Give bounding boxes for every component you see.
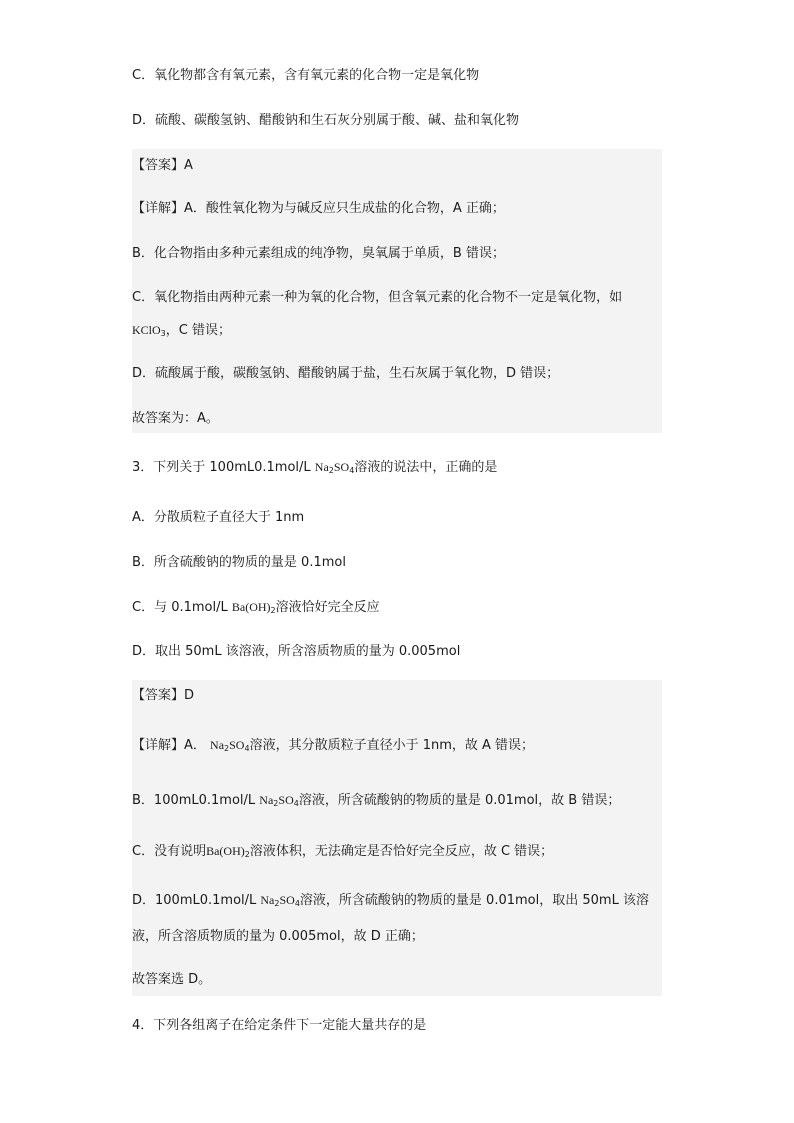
q2-option-d: D．硫酸、碳酸氢钠、醋酸钠和生石灰分别属于酸、碱、盐和氧化物	[132, 113, 520, 128]
kclo3-formula: KClO	[132, 323, 161, 337]
q3-option-d: D．取出 50mL 该溶液，所含溶质物质的量为 0.005mol	[132, 644, 461, 659]
q3-stem: 3．下列关于 100mL0.1mol/L $Na_2SO_4$溶液的说法中，正确的是	[132, 460, 498, 475]
q4-stem: 4．下列各组离子在给定条件下一定能大量共存的是	[132, 1018, 427, 1033]
conclusion: 故答案选 D。	[132, 972, 212, 987]
detail-b: B．100mL0.1mol/L $Na_2SO_4$溶液，所含硫酸钠的物质的量是 0.01mol，故 B 错误；	[132, 793, 621, 808]
detail-a: 【详解】A． $Na_2SO_4$溶液，其分散质粒子直径小于 1nm，故 A 错误；	[132, 738, 535, 753]
detail-d-line1: D．100mL0.1mol/L $Na_2SO_4$溶液，所含硫酸钠的物质的量是 0.01mol，取出 50mL 该溶	[132, 893, 649, 908]
q3-option-b: B．所含硫酸钠的物质的量是 0.1mol	[132, 555, 346, 570]
answer-block-3	[132, 680, 662, 996]
answer-block-2	[132, 149, 662, 433]
detail-c-line2: KClO$_3$，C 错误；	[132, 323, 231, 338]
answer-label: 【答案】A	[132, 158, 193, 173]
conclusion: 故答案为：A。	[132, 411, 219, 426]
detail-c-line1: C．氧化物指由两种元素一种为氧的化合物，但含氧元素的化合物不一定是氧化物，如	[132, 290, 623, 305]
detail-d: D．硫酸属于酸，碳酸氢钠、醋酸钠属于盐，生石灰属于氧化物，D 错误；	[132, 366, 560, 381]
detail-b: B．化合物指由多种元素组成的纯净物，臭氧属于单质，B 错误；	[132, 246, 505, 261]
q3-option-a: A．分散质粒子直径大于 1nm	[132, 510, 305, 525]
q3-option-c: C．与 0.1mol/L $Ba(OH)_2$溶液恰好完全反应	[132, 600, 380, 615]
answer-label: 【答案】D	[132, 688, 195, 703]
detail-c: C．没有说明$Ba(OH)_2$溶液体积，无法确定是否恰好完全反应，故 C 错误；	[132, 844, 554, 859]
q2-option-c: C．氧化物都含有氧元素，含有氧元素的化合物一定是氧化物	[132, 68, 480, 83]
detail-a: 【详解】A．酸性氧化物为与碱反应只生成盐的化合物，A 正确；	[132, 201, 505, 216]
detail-d-line2: 液，所含溶质物质的量为 0.005mol，故 D 正确；	[132, 929, 424, 944]
